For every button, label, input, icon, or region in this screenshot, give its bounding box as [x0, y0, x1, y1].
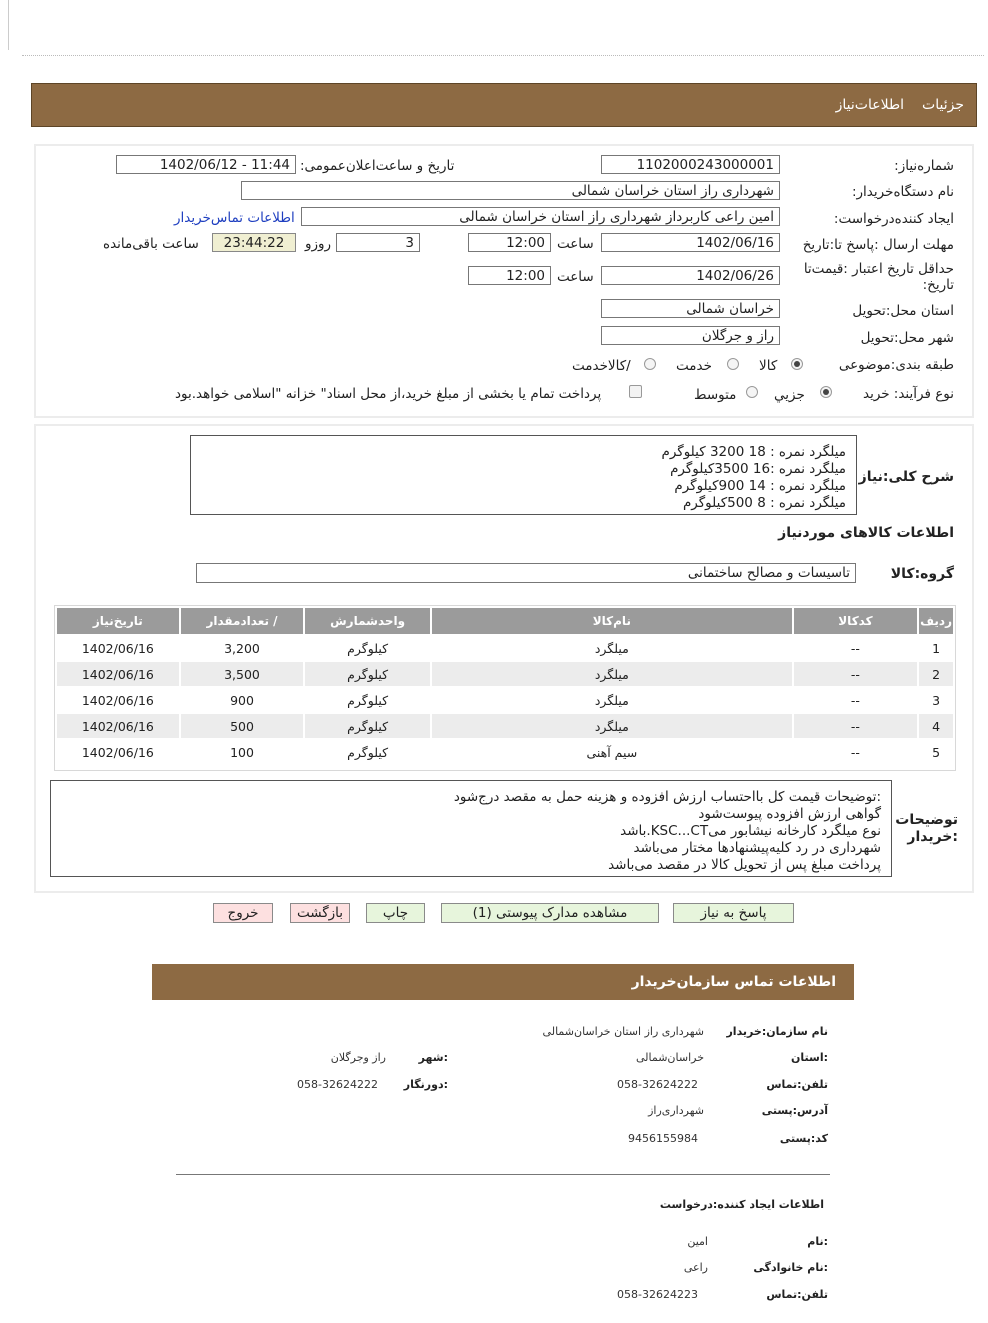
cell-code: -- — [794, 714, 917, 738]
creator-field: امین راعی کاربرداز شهرداری راز استان خراسان شمالی — [301, 207, 780, 226]
goods-group-field: تاسیسات و مصالح ساختمانی — [196, 563, 856, 583]
cell-date: 1402/06/16 — [57, 688, 179, 712]
announce-field: 1402/06/12 - 11:44 — [116, 155, 296, 174]
note-line: گواهی ارزش افزوده پیوست‌شود — [698, 806, 881, 822]
validity-hour-label: ساعت — [557, 269, 594, 285]
buyer-org-field: شهرداری راز استان خراسان شمالی — [241, 181, 780, 200]
creator-name-value: امین — [687, 1235, 708, 1248]
province-field: خراسان شمالی — [601, 299, 780, 318]
city-contact-label: :شهر — [418, 1051, 448, 1064]
category-both-radio[interactable] — [644, 358, 656, 370]
buyer-notes-box — [50, 780, 892, 877]
province-contact-label: :استان — [791, 1051, 828, 1064]
creator-family-value: راعی — [683, 1261, 708, 1274]
items-table-frame — [54, 605, 956, 771]
creator-name-label: :نام — [807, 1235, 828, 1248]
table-row — [57, 714, 953, 738]
items-table-header — [57, 608, 953, 634]
cell-qty: 3,500 — [181, 662, 304, 686]
table-row — [57, 636, 953, 660]
category-service-radio[interactable] — [727, 358, 739, 370]
cell-qty: 100 — [181, 740, 304, 764]
city-contact-value: راز وجرگلان — [330, 1051, 386, 1064]
cell-unit: کیلوگرم — [305, 688, 430, 712]
summary-line: میلگرد نمره : 18 3200 کیلوگرم — [661, 444, 846, 460]
buyer-contact-title: اطلاعات تماس سازمان‌خریدار — [631, 974, 836, 990]
cell-code: -- — [794, 688, 917, 712]
cell-row: 4 — [919, 714, 953, 738]
creator-label: ایجاد کننده‌درخواست: — [833, 211, 954, 227]
exit-button[interactable]: خروج — [213, 903, 273, 923]
cell-name: میلگرد — [432, 714, 792, 738]
note-line: پرداخت مبلغ پس از تحویل کالا در مقصد می‌باشد — [608, 857, 881, 873]
days-label: روزو — [305, 236, 332, 252]
col-header-name: نام‌کالا — [432, 608, 792, 634]
reply-button[interactable]: پاسخ به نیاز — [673, 903, 794, 923]
back-button[interactable]: بازگشت — [290, 903, 350, 923]
goods-group-label: گروه:کالا — [890, 566, 954, 582]
cell-date: 1402/06/16 — [57, 714, 179, 738]
deadline-time-field: 12:00 — [468, 233, 551, 252]
view-attachments-button[interactable]: مشاهده مدارک پیوستی (1) — [441, 903, 659, 923]
phone-value: 058-32624222 — [617, 1078, 698, 1091]
cell-date: 1402/06/16 — [57, 740, 179, 764]
validity-date-field: 1402/06/26 — [601, 266, 780, 285]
page-edge-line — [8, 0, 9, 50]
goods-info-title: اطلاعات کالاهای موردنیاز — [778, 525, 954, 541]
days-field: 3 — [336, 233, 420, 252]
creator-info-title: اطلاعات ایجاد کننده:درخواست — [659, 1198, 824, 1211]
summary-line: میلگرد نمره : 14 900کیلوگرم — [674, 478, 846, 494]
table-row — [57, 740, 953, 764]
province-contact-value: خراسان‌شمالی — [635, 1051, 704, 1064]
summary-box — [190, 435, 857, 515]
cell-name: میلگرد — [432, 662, 792, 686]
cell-code: -- — [794, 636, 917, 660]
summary-label: شرح کلی:نیاز — [858, 469, 954, 485]
category-both-label: /کالاخدمت — [572, 358, 631, 374]
remaining-label: ساعت باقی‌مانده — [103, 236, 199, 252]
postal-label: کد:پستی — [779, 1132, 828, 1145]
cell-unit: کیلوگرم — [305, 740, 430, 764]
org-value: شهرداری راز استان خراسان‌شمالی — [542, 1025, 704, 1038]
table-row — [57, 688, 953, 712]
address-label: آدرس:پستی — [761, 1104, 828, 1117]
category-goods-label: کالا — [759, 358, 778, 374]
items-table — [55, 606, 955, 766]
cell-unit: کیلوگرم — [305, 662, 430, 686]
validity-time-field: 12:00 — [468, 266, 551, 285]
cell-code: -- — [794, 662, 917, 686]
cell-qty: 500 — [181, 714, 304, 738]
category-goods-radio[interactable] — [791, 358, 803, 370]
fax-label: :دورنگار — [403, 1078, 448, 1091]
note-line: شهرداری در رد کلیه‌پیشنهادها مختار می‌باشد — [633, 840, 881, 856]
tab-need-info[interactable]: اطلاعات‌نیاز — [835, 97, 904, 113]
cell-unit: کیلوگرم — [305, 714, 430, 738]
cell-row: 1 — [919, 636, 953, 660]
col-header-code: کدکالا — [794, 608, 917, 634]
cell-name: سیم آهنی — [432, 740, 792, 764]
cell-row: 3 — [919, 688, 953, 712]
treasury-payment-checkbox[interactable] — [629, 385, 642, 398]
buyer-contact-link[interactable]: اطلاعات تماس‌خریدار — [174, 210, 295, 226]
cell-qty: 900 — [181, 688, 304, 712]
note-line: نوع میلگرد کارخانه نیشابور میKSC...CT.باشد — [620, 823, 881, 839]
print-button[interactable]: چاپ — [366, 903, 425, 923]
cell-row: 5 — [919, 740, 953, 764]
announce-label: تاریخ و ساعت‌اعلان‌عمومی: — [300, 158, 455, 174]
cell-row: 2 — [919, 662, 953, 686]
fax-value: 058-32624222 — [297, 1078, 378, 1091]
col-header-date: تاریخ‌نیاز — [57, 608, 179, 634]
buyer-contact-header — [152, 964, 854, 1000]
postal-value: 9456155984 — [628, 1132, 698, 1145]
summary-line: میلگرد نمره :16 3500کیلوگرم — [670, 461, 846, 477]
table-row — [57, 662, 953, 686]
process-medium-label: متوسط — [694, 387, 737, 403]
address-value: شهرداری‌راز — [648, 1104, 704, 1117]
col-header-qty: / تعدادمقدار — [181, 608, 304, 634]
city-label: شهر محل:تحویل — [860, 330, 954, 346]
creator-phone-value: 058-32624223 — [617, 1288, 698, 1301]
process-buy-label: خرید — [863, 386, 890, 402]
buyer-org-label: نام دستگاه‌خریدار: — [851, 184, 954, 200]
category-label: طبقه بندی:موضوعی — [838, 357, 954, 373]
category-service-label: خدمت — [676, 358, 712, 374]
deadline-hour-label: ساعت — [557, 236, 594, 252]
top-divider — [22, 55, 984, 56]
deadline-label: مهلت ارسال :پاسخ تا:تاریخ — [802, 237, 954, 253]
cell-code: -- — [794, 740, 917, 764]
remaining-timer: 23:44:22 — [212, 233, 296, 252]
cell-unit: کیلوگرم — [305, 636, 430, 660]
treasury-payment-note: پرداخت تمام یا بخشی از مبلغ خرید،از محل اسناد" خزانه "اسلامی خواهد.بود — [175, 386, 602, 402]
deadline-date-field: 1402/06/16 — [601, 233, 780, 252]
org-label: نام سازمان:خریدار — [726, 1025, 828, 1038]
validity-label: حداقل تاریخ اعتبار :قیمت‌تا تاریخ: — [803, 261, 954, 293]
need-number-field: 1102000243000001 — [601, 155, 780, 174]
province-label: استان محل:تحویل — [852, 303, 954, 319]
summary-line: میلگرد نمره : 8 500کیلوگرم — [682, 495, 846, 511]
city-field: راز و جرگلان — [601, 326, 780, 345]
process-partial-label: جزیي — [774, 387, 805, 403]
need-number-label: شماره‌نیاز: — [894, 158, 954, 174]
tab-details[interactable]: جزئیات — [922, 97, 964, 113]
buyer-notes-label: توضیحات :خریدار — [895, 812, 958, 845]
cell-date: 1402/06/16 — [57, 662, 179, 686]
process-medium-radio[interactable] — [746, 386, 758, 398]
process-label: نوع فرآیند: — [893, 386, 954, 402]
details-header — [31, 83, 977, 127]
col-header-unit: واحدشمارش — [305, 608, 430, 634]
process-partial-radio[interactable] — [820, 386, 832, 398]
phone-label: تلفن:تماس — [766, 1078, 828, 1091]
cell-name: میلگرد — [432, 688, 792, 712]
note-line: :توضیحات قیمت کل بااحتساب ارزش افزوده و هزینه حمل به مقصد درج‌شود — [453, 789, 881, 805]
creator-phone-label: تلفن:تماس — [766, 1288, 828, 1301]
cell-name: میلگرد — [432, 636, 792, 660]
cell-date: 1402/06/16 — [57, 636, 179, 660]
cell-qty: 3,200 — [181, 636, 304, 660]
creator-family-label: :نام خانوادگی — [753, 1261, 828, 1274]
col-header-row: ردیف — [919, 608, 953, 634]
contact-divider — [176, 1174, 830, 1175]
